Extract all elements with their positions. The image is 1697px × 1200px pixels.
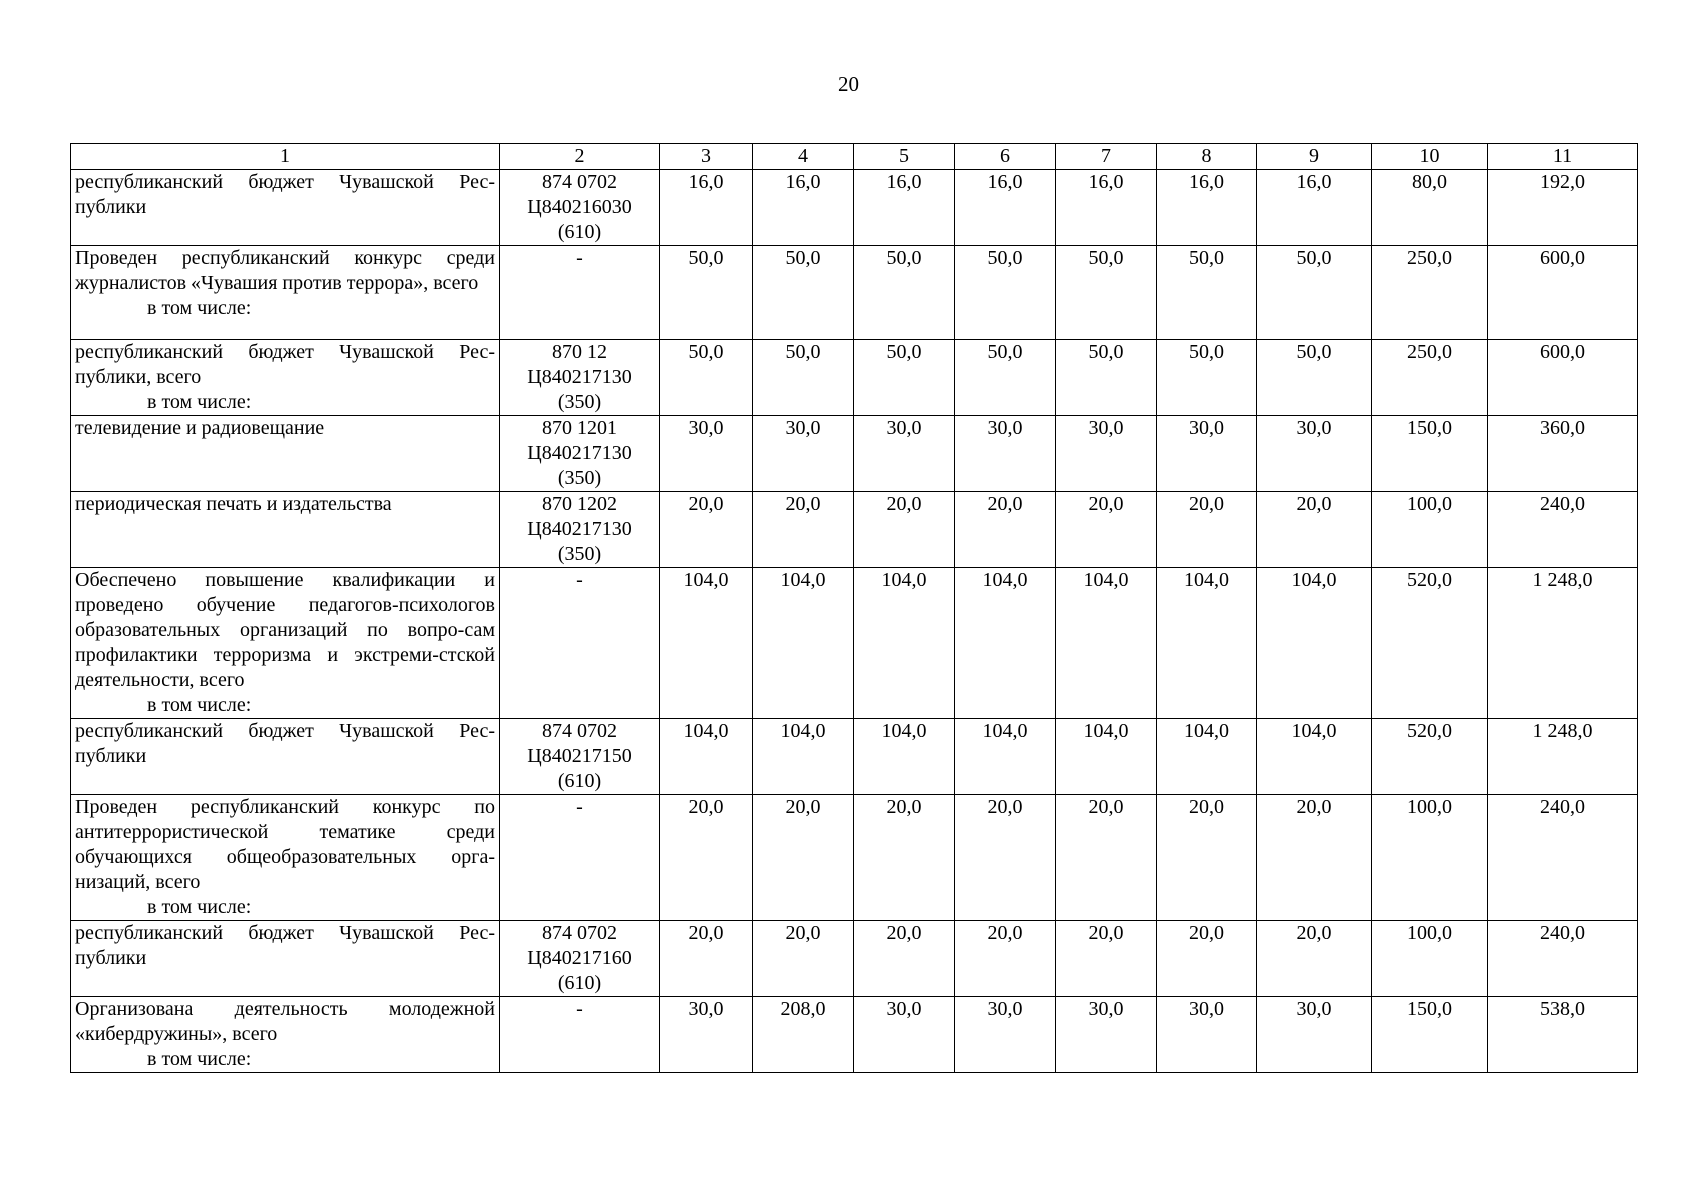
value-cell: 16,0 [854,170,955,246]
value-cell: 30,0 [1257,416,1372,492]
row-name: республиканский бюджет Чувашской Рес-публики [75,922,495,969]
value-cell: 360,0 [1488,416,1638,492]
value-cell: 20,0 [660,492,753,568]
table-row [71,246,1638,340]
value-cell: 104,0 [1056,719,1157,795]
value-cell: 16,0 [660,170,753,246]
budget-code-cell [500,997,660,1073]
row-name-cell [71,719,500,795]
column-header: 1 [71,144,500,170]
budget-code-cell [500,246,660,340]
value-cell: 104,0 [660,719,753,795]
value-cell: 240,0 [1488,492,1638,568]
value-cell: 20,0 [1056,492,1157,568]
value-cell: 30,0 [1056,997,1157,1073]
value-cell: 600,0 [1488,340,1638,416]
value-cell: 104,0 [955,719,1056,795]
value-cell: 50,0 [1257,340,1372,416]
value-cell: 192,0 [1488,170,1638,246]
value-cell: 520,0 [1372,719,1488,795]
row-name: республиканский бюджет Чувашской Рес-публики, всего [75,341,495,388]
table-row [71,719,1638,795]
row-name-cell [71,997,500,1073]
row-name-cell [71,340,500,416]
column-number-row [71,144,1638,170]
row-name-cell [71,246,500,340]
table-row [71,997,1638,1073]
value-cell: 250,0 [1372,246,1488,340]
value-cell: 104,0 [854,719,955,795]
value-cell: 20,0 [1257,921,1372,997]
value-cell: 250,0 [1372,340,1488,416]
value-cell: 20,0 [1257,492,1372,568]
value-cell: 80,0 [1372,170,1488,246]
row-name: Проведен республиканский конкурс среди журналистов «Чувашия против террора», всего [75,247,495,294]
value-cell: 20,0 [1056,795,1157,921]
value-cell: 104,0 [1157,568,1257,719]
column-header: 5 [854,144,955,170]
value-cell: 50,0 [753,340,854,416]
value-cell: 50,0 [955,246,1056,340]
budget-code-line: Ц840217130 [527,518,632,540]
value-cell: 1 248,0 [1488,719,1638,795]
budget-code-line: (610) [557,770,602,792]
column-header: 4 [753,144,854,170]
budget-code-cell [500,921,660,997]
table-row [71,492,1638,568]
budget-code-line: 870 12 [552,341,607,363]
budget-code-line: - [576,796,583,818]
value-cell: 16,0 [1056,170,1157,246]
value-cell: 100,0 [1372,795,1488,921]
value-cell: 16,0 [955,170,1056,246]
column-header: 8 [1157,144,1257,170]
column-header: 3 [660,144,753,170]
budget-code-cell [500,340,660,416]
value-cell: 20,0 [1157,795,1257,921]
row-name-cell [71,492,500,568]
value-cell: 104,0 [1257,568,1372,719]
value-cell: 50,0 [955,340,1056,416]
row-name-cell [71,795,500,921]
table-row [71,170,1638,246]
value-cell: 16,0 [1257,170,1372,246]
row-sub-label: в том числе: [147,1048,252,1070]
budget-code-line: - [576,569,583,591]
value-cell: 16,0 [753,170,854,246]
value-cell: 104,0 [1056,568,1157,719]
row-sub-label: в том числе: [147,297,252,319]
row-name: республиканский бюджет Чувашской Рес-публики [75,171,495,218]
value-cell: 240,0 [1488,795,1638,921]
column-header: 7 [1056,144,1157,170]
value-cell: 20,0 [1257,795,1372,921]
row-name-cell [71,416,500,492]
budget-code-line: 870 1202 [542,493,617,515]
value-cell: 16,0 [1157,170,1257,246]
value-cell: 50,0 [854,340,955,416]
budget-code-cell [500,416,660,492]
row-sub-label: в том числе: [147,391,252,413]
value-cell: 20,0 [854,921,955,997]
value-cell: 104,0 [1257,719,1372,795]
column-header: 11 [1488,144,1638,170]
row-name: Проведен республиканский конкурс по антитеррористической тематике среди обучающихся общеобразовательных орга-низаций, всего [75,796,495,893]
value-cell: 50,0 [1157,340,1257,416]
value-cell: 1 248,0 [1488,568,1638,719]
value-cell: 30,0 [854,997,955,1073]
budget-code-cell [500,492,660,568]
value-cell: 20,0 [854,492,955,568]
row-name-cell [71,568,500,719]
budget-code-line: Ц840217130 [527,366,632,388]
value-cell: 30,0 [1257,997,1372,1073]
budget-code-line: Ц840217130 [527,442,632,464]
column-header: 6 [955,144,1056,170]
value-cell: 50,0 [1056,246,1157,340]
value-cell: 50,0 [1056,340,1157,416]
value-cell: 20,0 [753,921,854,997]
budget-code-cell [500,170,660,246]
row-name: республиканский бюджет Чувашской Рес-публики [75,720,495,767]
budget-code-cell [500,719,660,795]
value-cell: 600,0 [1488,246,1638,340]
row-name-cell [71,921,500,997]
value-cell: 20,0 [1056,921,1157,997]
value-cell: 30,0 [753,416,854,492]
budget-code-line: 870 1201 [542,417,617,439]
budget-code-cell [500,795,660,921]
row-name: Организована деятельность молодежной «кибердружины», всего [75,998,495,1045]
column-header: 9 [1257,144,1372,170]
row-name: Обеспечено повышение квалификации и проведено обучение педагогов-психологов образовательных организаций по вопро-сам профилактики терроризма и экстреми-стской деятельности, всего [75,569,495,691]
table-row [71,795,1638,921]
value-cell: 104,0 [1157,719,1257,795]
budget-code-line: (610) [557,972,602,994]
value-cell: 30,0 [1157,416,1257,492]
value-cell: 20,0 [1157,492,1257,568]
value-cell: 104,0 [854,568,955,719]
table-row [71,340,1638,416]
value-cell: 20,0 [1157,921,1257,997]
value-cell: 50,0 [1257,246,1372,340]
value-cell: 100,0 [1372,921,1488,997]
budget-code-line: 874 0702 [542,720,617,742]
value-cell: 30,0 [660,416,753,492]
value-cell: 30,0 [660,997,753,1073]
budget-code-line: Ц840217150 [527,745,632,767]
row-name: телевидение и радиовещание [75,417,325,439]
budget-code-line: Ц840217160 [527,947,632,969]
value-cell: 30,0 [1157,997,1257,1073]
value-cell: 50,0 [660,246,753,340]
value-cell: 20,0 [955,492,1056,568]
value-cell: 104,0 [753,568,854,719]
value-cell: 30,0 [854,416,955,492]
budget-code-line: (350) [557,543,602,565]
row-sub-label: в том числе: [147,694,252,716]
column-header: 10 [1372,144,1488,170]
budget-code-line: - [576,998,583,1020]
value-cell: 50,0 [753,246,854,340]
table-body [71,170,1638,1073]
value-cell: 150,0 [1372,416,1488,492]
table-row [71,921,1638,997]
value-cell: 208,0 [753,997,854,1073]
value-cell: 240,0 [1488,921,1638,997]
budget-code-line: (350) [557,391,602,413]
page-number: 20 [838,72,859,96]
budget-code-line: (350) [557,467,602,489]
budget-code-line: Ц840216030 [527,196,632,218]
row-sub-label: в том числе: [147,896,252,918]
value-cell: 20,0 [955,921,1056,997]
value-cell: 20,0 [753,795,854,921]
budget-code-line: (610) [557,221,602,243]
value-cell: 20,0 [854,795,955,921]
value-cell: 30,0 [955,416,1056,492]
value-cell: 50,0 [660,340,753,416]
budget-table [70,143,1638,1073]
value-cell: 538,0 [1488,997,1638,1073]
value-cell: 100,0 [1372,492,1488,568]
value-cell: 20,0 [753,492,854,568]
value-cell: 104,0 [660,568,753,719]
value-cell: 20,0 [660,795,753,921]
value-cell: 150,0 [1372,997,1488,1073]
value-cell: 20,0 [955,795,1056,921]
value-cell: 30,0 [955,997,1056,1073]
budget-code-cell [500,568,660,719]
value-cell: 104,0 [955,568,1056,719]
value-cell: 20,0 [660,921,753,997]
value-cell: 104,0 [753,719,854,795]
row-name: периодическая печать и издательства [75,493,392,515]
value-cell: 520,0 [1372,568,1488,719]
column-header: 2 [500,144,660,170]
budget-code-line: 874 0702 [542,922,617,944]
table-row [71,416,1638,492]
value-cell: 50,0 [854,246,955,340]
budget-code-line: - [576,247,583,269]
budget-code-line: 874 0702 [542,171,617,193]
value-cell: 30,0 [1056,416,1157,492]
row-name-cell [71,170,500,246]
table-row [71,568,1638,719]
value-cell: 50,0 [1157,246,1257,340]
